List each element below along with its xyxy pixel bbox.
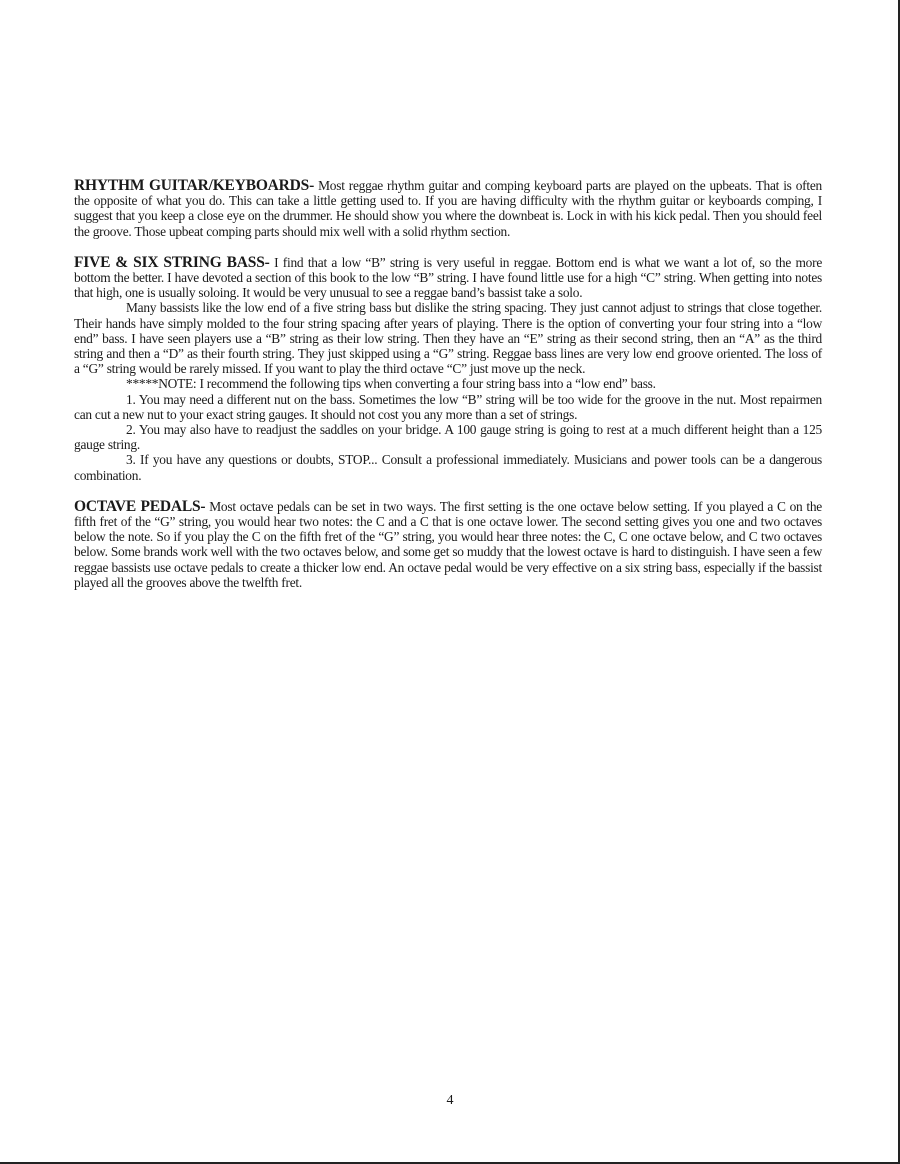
section-octave-pedals [74,499,822,590]
tip-item: 2. You may also have to readjust the saddles on your bridge. A 100 gauge string is going to rest at a much different height than a 125 gauge string. [74,422,822,453]
section-paragraph [74,178,822,239]
page-number: 4 [446,1093,454,1108]
section-paragraph [74,255,822,301]
paragraph-text: Most reggae rhythm guitar and comping keyboard parts are played on the upbeats. That is often the opposite of what you do. This can take a little getting used to. If you are having difficulty with the rhythm guitar or keyboards comping, I suggest that you keep a close eye on the drummer. He should show you where the downbeat is. Lock in with his kick pedal. Then you should feel the groove. Those upbeat comping parts should mix well with a solid rhythm section. [74,178,822,239]
paragraph-text: I find that a low “B” string is very useful in reggae. Bottom end is what we want a lot of, so the more bottom the better. I have devoted a section of this book to the low “B” string. I have found little use for a high “C” string. When getting into notes that high, one is usually soloing. It would be very unusual to see a reggae band’s bassist take a solo. [74,254,823,301]
section-rhythm-guitar-keyboards [74,178,822,239]
section-five-six-string-bass [74,255,822,483]
section-heading: RHYTHM GUITAR/KEYBOARDS- [74,177,315,194]
tip-item: 1. You may need a different nut on the bass. Sometimes the low “B” string will be too wide for the groove in the nut. Most repairmen can cut a new nut to your exact string gauges. It should not cost you any more than a set of strings. [74,391,822,422]
paragraph-text: Most octave pedals can be set in two ways. The first setting is the one octave below setting. If you played a C on the fifth fret of the “G” string, you would hear two notes: the C and a C that is one octave lower. The second setting gives you one and two octaves below the note. So if you play the C on the fifth fret of the “G” string, you would hear three notes: the C, C one octave below, and C two octaves below. Some brands work well with the two octaves below, and some get so muddy that the lowest octave is hard to distinguish. I have seen a few reggae bassists use octave pedals to create a thicker low end. An octave pedal would be very effective on a six string bass, especially if the bassist played all the grooves above the twelfth fret. [74,498,822,590]
paragraph-text: Many bassists like the low end of a five string bass but dislike the string spacing. They just cannot adjust to strings that close together. Their hands have simply molded to the four string spacing after years of playing. There is the option of converting your four string into a “low end” bass. I have seen players use a “B” string as their low string. Then they have an “E” string as their second string, then an “A” as the third string and then a “D” as their fourth string. They just skipped using a “G” string. Reggae bass lines are very low end groove oriented. The loss of a “G” string would be rarely missed. If you want to play the third octave “C” just move up the neck. [74,300,822,377]
section-heading: FIVE & SIX STRING BASS- [74,253,270,271]
section-heading: OCTAVE PEDALS- [74,497,206,515]
tip-item: 3. If you have any questions or doubts, STOP... Consult a professional immediately. Musicians and power tools can be a dangerous combination. [74,452,822,483]
note-text: *****NOTE: I recommend the following tips when converting a four string bass into a “low end” bass. [126,376,656,392]
document-body [74,178,822,606]
section-paragraph [74,499,822,590]
